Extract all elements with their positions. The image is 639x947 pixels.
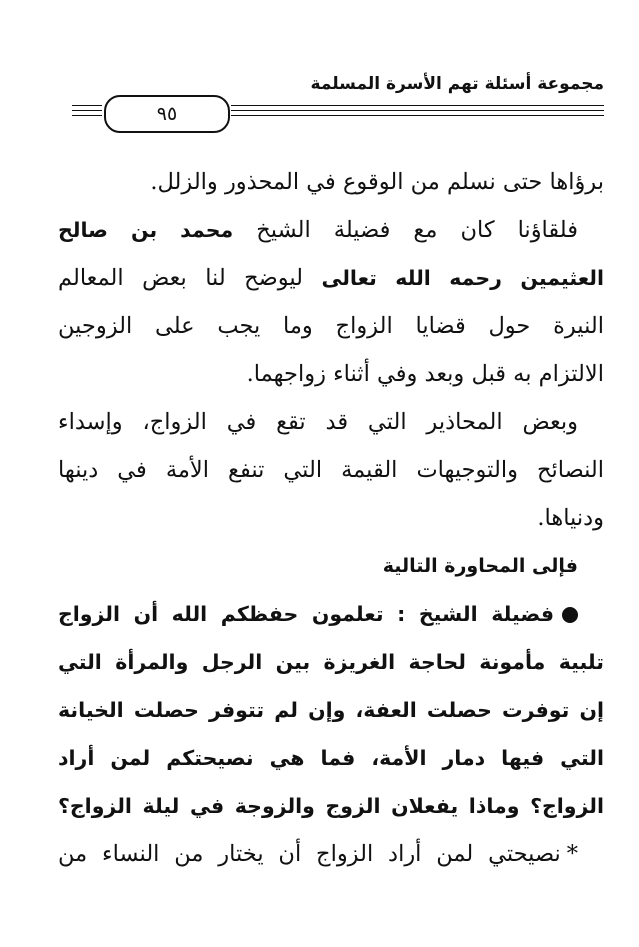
question-line: الزواج؟ وماذا يفعلان الزوج والزوجة في ليلة الزواج؟ xyxy=(58,794,604,818)
header-rule xyxy=(231,110,604,111)
paragraph-line: النصائح والتوجيهات القيمة التي تنفع الأمة في دينها xyxy=(58,457,604,483)
text-run: ليوضح لنا بعض المعالم xyxy=(58,265,304,291)
paragraph-line: برؤاها حتى نسلم من الوقوع في المحذور والزلل. xyxy=(150,169,604,195)
paragraph-line xyxy=(58,206,604,254)
text-run: نصيحتي لمن أراد الزواج أن يختار من النساء من xyxy=(58,841,561,867)
text-run: فضيلة الشيخ : تعلمون حفظكم الله أن الزواج xyxy=(58,602,554,626)
header-rule xyxy=(231,105,604,106)
header-rule-left xyxy=(72,110,102,111)
answer-line xyxy=(58,830,604,878)
text-run: فلقاؤنا كان مع فضيلة الشيخ xyxy=(256,217,579,243)
paragraph-line: الالتزام به قبل وبعد وفي أثناء زواجهما. xyxy=(246,361,604,387)
asterisk-icon: * xyxy=(566,841,578,867)
question-line: التي فيها دمار الأمة، فما هي نصيحتكم لمن أراد xyxy=(58,746,604,770)
page-body xyxy=(58,158,604,878)
paragraph-line: النيرة حول قضايا الزواج وما يجب على الزوجين xyxy=(58,313,604,339)
sheikh-name: محمد بن صالح xyxy=(58,218,234,242)
header-rule-left xyxy=(72,105,102,106)
section-heading: فإلى المحاورة التالية xyxy=(382,555,578,577)
bullet-icon xyxy=(562,607,578,623)
running-title: مجموعة أسئلة تهم الأسرة المسلمة xyxy=(310,74,604,94)
paragraph-line: وبعض المحاذير التي قد تقع في الزواج، وإسداء xyxy=(58,409,578,435)
page-number: ٩٥ xyxy=(104,95,230,133)
header-rule xyxy=(231,115,604,116)
sheikh-name: العثيمين رحمه الله تعالى xyxy=(321,266,604,290)
question-line: إن توفرت حصلت العفة، وإن لم تتوفر حصلت الخيانة xyxy=(58,698,604,722)
page-header xyxy=(72,72,604,132)
question-line: تلبية مأمونة لحاجة الغريزة بين الرجل والمرأة التي xyxy=(58,650,604,674)
paragraph-line: ودنياها. xyxy=(537,505,604,531)
header-rule-left xyxy=(72,115,102,116)
question-line xyxy=(58,590,604,638)
paragraph-line xyxy=(58,254,604,302)
